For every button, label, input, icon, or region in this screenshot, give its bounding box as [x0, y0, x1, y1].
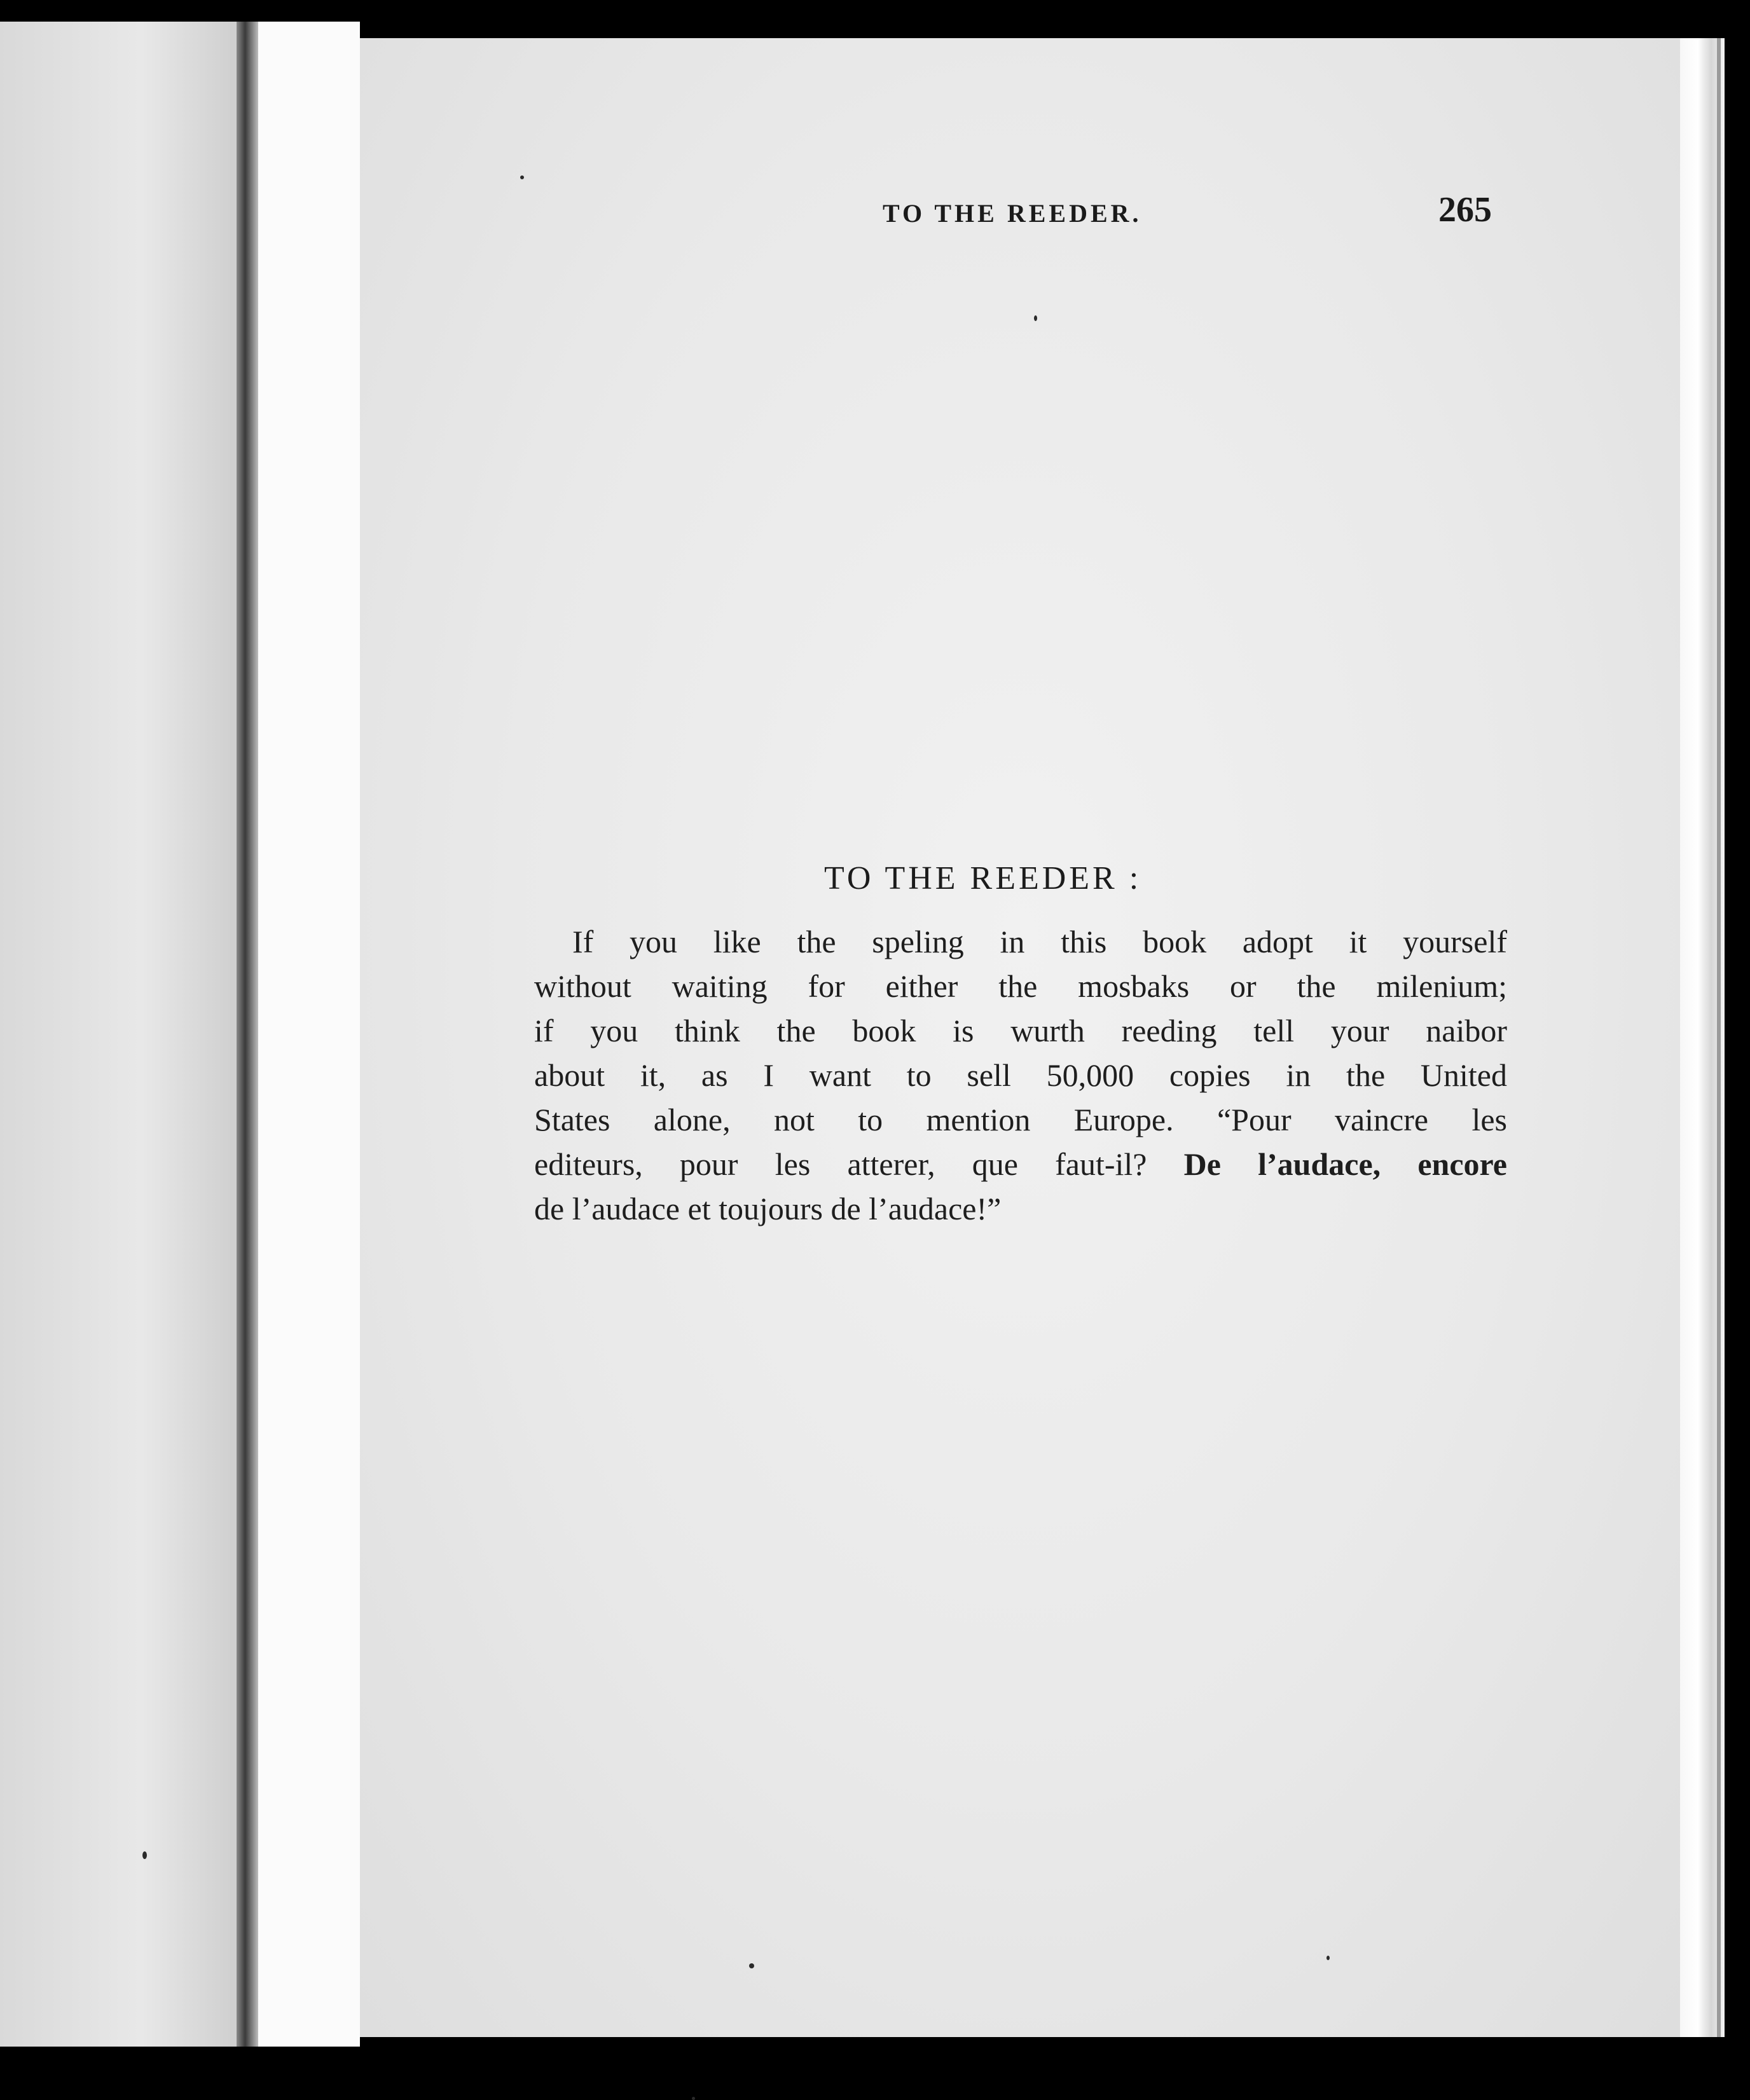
binding-edge — [237, 22, 258, 2047]
paragraph-line: if you think the book is wurth reeding tell your naibor — [534, 1013, 1507, 1048]
print-speck — [692, 2097, 695, 2100]
print-speck — [142, 1851, 147, 1859]
paragraph-line: States alone, not to mention Europe. “Pour vaincre les — [534, 1102, 1507, 1137]
paragraph — [534, 919, 1507, 1231]
print-speck — [749, 1963, 754, 1968]
paragraph-line-part: editeurs, pour les atterer, que faut-il? — [534, 1146, 1147, 1182]
facing-page-left — [0, 22, 237, 2047]
page-edge-line — [1717, 38, 1721, 2037]
paragraph-line: about it, as I want to sell 50,000 copies in the United — [534, 1057, 1507, 1093]
paragraph-line: without waiting for either the mosbaks or the milenium; — [534, 968, 1507, 1004]
section-heading: TO THE REEDER : — [824, 860, 1142, 896]
gutter — [258, 22, 360, 2047]
print-speck — [1034, 315, 1037, 321]
paragraph-line-mixed — [534, 1142, 1507, 1186]
running-head: TO THE REEDER. — [883, 199, 1142, 228]
paragraph-line-bold-part: De l’audace, encore — [1183, 1146, 1507, 1182]
print-speck — [520, 175, 524, 179]
page-number: 265 — [1438, 190, 1492, 230]
paragraph-line: If you like the speling in this book adopt it yourself — [572, 924, 1507, 959]
print-speck — [1326, 1956, 1330, 1960]
paragraph-line: de l’audace et toujours de l’audace!” — [534, 1191, 1002, 1226]
